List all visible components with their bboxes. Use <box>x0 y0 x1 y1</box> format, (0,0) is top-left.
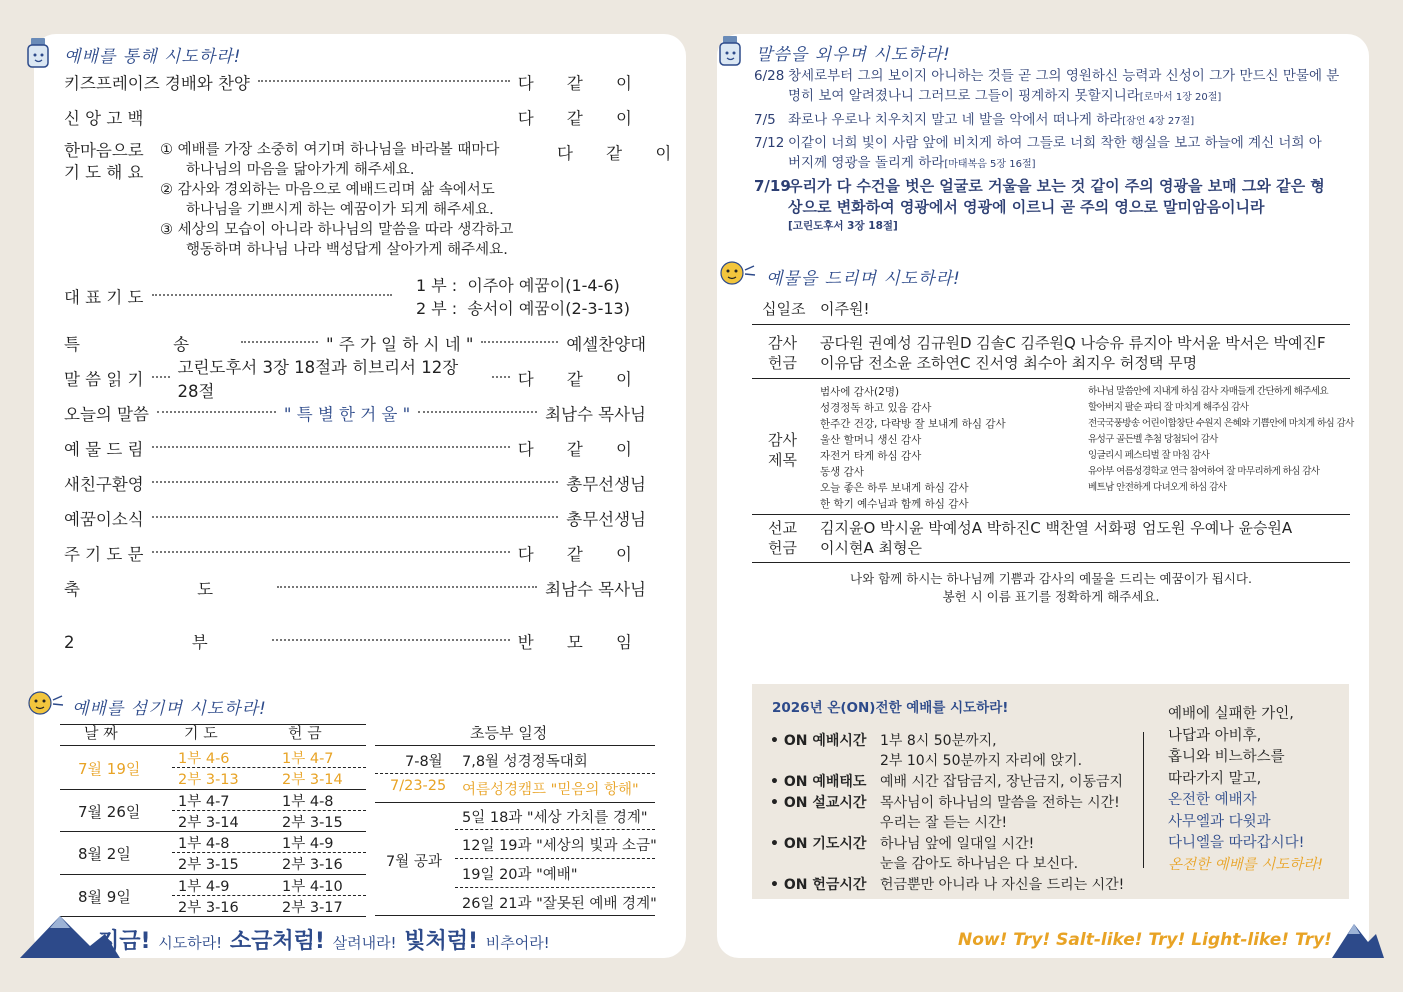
lesson-item: 19일 20과 "예배" <box>462 867 578 883</box>
topic-item: 전국국풍방송 어린이합창단 수원지 은혜와 기쁨안에 마치게 하심 감사 <box>1088 418 1354 429</box>
order-row-together-prayer <box>64 140 144 184</box>
serve-date: 8월 9일 <box>78 887 131 906</box>
lesson-rule <box>455 829 655 830</box>
order-label: 예꿈이소식 <box>64 510 144 529</box>
order-who: 총무선생님 <box>566 510 646 529</box>
verse-ref: [마태복음 5장 16절] <box>944 159 1036 170</box>
prayer-list <box>160 140 513 260</box>
side-line-blue: 온전한 예배자 <box>1168 792 1257 808</box>
schedule-bottom-rule <box>375 915 655 916</box>
schedule-rule <box>375 773 655 774</box>
serve-date: 8월 2일 <box>78 845 131 863</box>
slogan-salt: 소금처럼! <box>229 929 325 954</box>
order-who: 총무선생님 <box>566 475 646 494</box>
serve-header-date: 날 짜 <box>84 724 118 742</box>
serve-header-rule <box>60 745 366 746</box>
serve-inner-rule <box>172 852 366 853</box>
milk-bottle-icon <box>716 34 746 68</box>
order-who: 다 같 이 <box>517 74 646 93</box>
side-line-blue: 사무엘과 다윗과 <box>1168 813 1271 830</box>
offering-notes <box>752 570 1350 606</box>
serve-date: 7월 19일 <box>78 760 141 778</box>
order-row-sermon <box>64 401 646 425</box>
topic-item: 할아버지 팔순 파티 잘 마치게 해주심 감사 <box>1088 402 1249 413</box>
note-line: 봉헌 시 이름 표기를 정확하게 해주세요. <box>942 589 1160 604</box>
verse-line: 상으로 변화하여 영광에서 영광에 이르니 곧 주의 영으로 말미암음이니라 <box>788 198 1265 216</box>
order-mid: " 특 별 한 거 울 " <box>283 405 411 424</box>
order-label: 주 기 도 문 <box>64 545 144 564</box>
order-label: 말 씀 읽 기 <box>64 370 144 389</box>
on-item-key: • ON 기도시간 <box>770 836 867 852</box>
rep-prayer-list <box>416 274 630 320</box>
schedule-what: 여름성경캠프 "믿음의 항해" <box>462 782 639 798</box>
order-label: 키즈프레이즈 경배와 찬양 <box>64 74 250 93</box>
order-label: 오늘의 말씀 <box>64 405 149 424</box>
topic-item: 한주간 건강, 다락방 잘 보내게 하심 감사 <box>820 418 1006 430</box>
serve-pray-2: 2부 3-15 <box>178 857 239 873</box>
rep-part: 1 부 : <box>416 276 458 295</box>
on-item-key: • ON 설교시간 <box>770 795 867 811</box>
on-box-divider <box>1143 732 1144 868</box>
serve-offer-2: 2부 3-16 <box>282 857 343 873</box>
slogan <box>98 924 550 955</box>
offering-rule <box>752 324 1350 325</box>
serve-pray-1: 1부 4-8 <box>178 836 230 852</box>
topics-left <box>820 384 1006 512</box>
offering-section-title: 예물을 드리며 시도하라! <box>766 269 961 289</box>
lesson-rule <box>455 858 655 859</box>
serve-offer-1: 1부 4-10 <box>282 878 343 895</box>
milk-bottle-icon <box>24 36 54 70</box>
on-item-key: • ON 헌금시간 <box>770 877 867 893</box>
thanks-line: 이유담 전소윤 조하연C 진서영 최수아 최지우 허정택 무명 <box>820 354 1198 372</box>
slogan-revive: 살려내라! <box>332 934 397 952</box>
order-who: 반 모 임 <box>517 633 646 652</box>
serve-pray-1: 1부 4-7 <box>178 793 230 810</box>
topic-item: 자전거 타게 하심 감사 <box>820 450 922 462</box>
sun-icon <box>24 688 66 718</box>
offering-rule <box>752 514 1350 515</box>
slogan-light: 빛처럼! <box>404 929 479 954</box>
serve-offer-2: 2부 3-15 <box>282 814 343 831</box>
side-line-orange: 온전한 예배를 시도하라! <box>1168 856 1324 873</box>
schedule-rule <box>375 802 655 803</box>
serve-offer-2: 2부 3-14 <box>282 772 343 788</box>
schedule-header-rule <box>375 745 655 746</box>
side-text <box>1168 704 1323 876</box>
order-row-benediction <box>64 576 646 600</box>
lessons-label: 7월 공과 <box>386 854 442 870</box>
side-line: 홉니와 비느하스를 <box>1168 749 1285 765</box>
topic-item: 범사에 감사(2명) <box>820 386 900 398</box>
verse-line: 버지께 영광을 돌리게 하라 <box>788 155 945 171</box>
on-item-value: 눈을 감아도 하나님은 다 보신다. <box>880 856 1079 872</box>
mission-names <box>820 518 1292 558</box>
slogan-try: 시도하라! <box>158 934 223 952</box>
footer-slogan: Now! Try! Salt-like! Try! Light-like! Try! <box>958 930 1332 950</box>
serve-pray-2: 2부 3-14 <box>178 814 239 831</box>
rep-part: 2 부 : <box>416 299 458 318</box>
serve-header-pray: 기 도 <box>184 724 218 742</box>
verse-line: 명히 보여 알려졌나니 그러므로 그들이 핑계하지 못할지니라 <box>788 88 1140 104</box>
order-row-offering <box>64 436 646 460</box>
offering-rule <box>752 562 1350 563</box>
verse-date: 7/19 <box>754 177 791 195</box>
mountain-icon <box>1332 914 1384 958</box>
order-who: 예셀찬양대 <box>566 335 647 354</box>
serve-date: 7월 26일 <box>78 802 141 821</box>
verse-ref: [로마서 1장 20절] <box>1139 92 1222 103</box>
topic-item: 울산 할머니 생신 감사 <box>820 434 922 446</box>
mission-line: 김지윤O 박시윤 박예성A 박하진C 백찬열 서화평 엄도원 우예나 윤승원A <box>820 519 1293 537</box>
topics-right <box>1088 384 1354 496</box>
serve-pray-1: 1부 4-9 <box>178 878 230 895</box>
serve-offer-1: 1부 4-9 <box>282 836 334 852</box>
word-section-title: 말씀을 외우며 시도하라! <box>756 45 951 65</box>
verse-line: 이같이 너희 빛이 사람 앞에 비치게 하여 그들로 너희 착한 행실을 보고 하늘에 계신 너희 아 <box>788 135 1322 151</box>
slogan-shine: 비추어라! <box>485 934 550 952</box>
on-item-value: 목사님이 하나님의 말씀을 전하는 시간! <box>880 795 1120 811</box>
order-label-2: 기 도 해 요 <box>64 163 144 182</box>
side-line: 예배에 실패한 가인, <box>1168 706 1294 722</box>
rep-name: 이주아 예꿈이(1-4-6) <box>467 276 620 295</box>
on-box-title: 2026년 온(ON)전한 예배를 시도하라! <box>772 700 1009 716</box>
topic-item: 동생 감사 <box>820 466 864 478</box>
verse-date: 7/12 <box>754 135 785 151</box>
prayer-line: 하나님을 기쁘시게 하는 예꿈이가 되게 해주세요. <box>186 202 494 218</box>
on-item-value: 예배 시간 잡담금지, 장난금지, 이동금지 <box>880 774 1124 790</box>
topics-label: 감사 제목 <box>768 431 797 469</box>
order-who: 다 같 이 <box>517 545 646 564</box>
on-item-value: 1부 8시 50분까지, <box>880 733 997 749</box>
rep-name: 송서이 예꿈이(2-3-13) <box>467 299 630 318</box>
lesson-item: 5일 18과 "세상 가치를 경계" <box>462 810 648 826</box>
order-row-part2 <box>64 629 646 653</box>
serve-pray-2: 2부 3-16 <box>178 899 239 916</box>
verse-line: 좌로나 우로나 치우치지 말고 네 발을 악에서 떠나게 하라 <box>788 112 1123 128</box>
side-line: 나답과 아비후, <box>1168 727 1262 744</box>
on-item-key: • ON 예배태도 <box>770 774 867 790</box>
order-who: 최남수 목사님 <box>545 405 646 424</box>
order-row-special-song <box>64 331 646 355</box>
serve-pray-1: 1부 4-6 <box>178 751 230 767</box>
side-line-blue: 다니엘을 따라갑시다! <box>1168 835 1305 851</box>
lesson-rule <box>455 887 655 888</box>
topic-item: 유성구 골든벨 추첨 당첨되어 감사 <box>1088 434 1218 445</box>
verse-line: 창세로부터 그의 보이지 아니하는 것들 곧 그의 영원하신 능력과 신성이 그가 만드신 만물에 분 <box>788 68 1340 84</box>
on-item-value: 우리는 잘 듣는 시간! <box>880 815 1008 831</box>
order-row-creed <box>64 105 646 129</box>
prayer-line: ③ 세상의 모습이 아니라 하나님의 말씀을 따라 생각하고 <box>160 222 514 238</box>
order-who: 다 같 이 <box>517 440 646 459</box>
verse-ref: [고린도후서 3장 18절] <box>788 220 898 232</box>
order-who: 최남수 목사님 <box>545 580 646 599</box>
prayer-line: 행동하며 하나님 나라 백성답게 살아가게 해주세요. <box>186 242 508 258</box>
order-row-praise <box>64 70 646 94</box>
verse-item-current <box>754 176 1348 234</box>
verse-date: 6/28 <box>754 68 785 84</box>
note-line: 나와 함께 하시는 하나님께 기쁨과 감사의 예물을 드리는 예꿈이가 됩시다. <box>850 571 1252 586</box>
order-who: 다 같 이 <box>517 109 646 128</box>
on-item-key: • ON 예배시간 <box>770 733 867 749</box>
mission-label: 선교 헌금 <box>768 519 797 557</box>
order-who: 다 같 이 <box>557 144 686 163</box>
order-row-lords-prayer <box>64 541 646 565</box>
order-label: 2 부 <box>64 633 264 652</box>
serve-offer-2: 2부 3-17 <box>282 899 343 916</box>
tithe-names: 이주원! <box>820 300 870 318</box>
schedule-header: 초등부 일정 <box>470 724 548 742</box>
topic-item: 베트남 안전하게 다녀오게 하심 감사 <box>1088 482 1227 493</box>
verse-date: 7/5 <box>754 112 776 128</box>
order-label: 한마음으로 <box>64 141 144 160</box>
prayer-line: ② 감사와 경외하는 마음으로 예배드리며 삶 속에서도 <box>160 182 495 198</box>
mission-line: 이시현A 최형은 <box>820 539 922 557</box>
verse-line: 우리가 다 수건을 벗은 얼굴로 거울을 보는 것 같이 주의 영광을 보매 그와 같은 형 <box>788 177 1325 195</box>
verse-item <box>754 66 1348 108</box>
lesson-item: 12일 19과 "세상의 빛과 소금" <box>462 838 657 854</box>
serve-inner-rule <box>172 810 366 811</box>
side-line: 따라가지 말고, <box>1168 770 1262 787</box>
verse-ref: [잠언 4장 27절] <box>1122 116 1195 127</box>
order-label: 축 도 <box>64 580 270 599</box>
thanks-line: 공다원 권예성 김규원D 김솔C 김주원Q 나승유 류지아 박서윤 박서은 박예진F <box>820 334 1326 352</box>
topic-item: 성경정독 하고 있음 감사 <box>820 402 932 414</box>
serve-offer-1: 1부 4-7 <box>282 751 334 767</box>
order-mid: " 주 가 일 하 시 네 " <box>325 335 474 354</box>
order-label: 신 앙 고 백 <box>64 109 144 128</box>
thanks-names <box>820 333 1326 373</box>
order-row-welcome <box>64 471 646 495</box>
offering-rule <box>752 378 1350 379</box>
order-row-reading <box>64 358 646 401</box>
verse-item <box>754 133 1348 175</box>
on-item-value: 하나님 앞에 일대일 시간! <box>880 836 1035 852</box>
serve-inner-rule <box>172 895 366 896</box>
order-row-news <box>64 506 646 530</box>
topic-item: 한 학기 예수님과 함께 하심 감사 <box>820 498 969 510</box>
serve-offer-1: 1부 4-8 <box>282 793 334 810</box>
order-label: 예 물 드 림 <box>64 440 144 459</box>
serve-pray-2: 2부 3-13 <box>178 772 239 788</box>
thanks-label: 감사 헌금 <box>768 334 797 372</box>
schedule-what: 7,8월 성경정독대회 <box>462 754 588 770</box>
order-mid: 고린도후서 3장 18절과 히브리서 12장 28절 <box>177 358 459 401</box>
serve-section-title: 예배를 섬기며 시도하라! <box>72 699 267 719</box>
topic-item: 잉글리시 페스티벌 잘 마침 감사 <box>1088 450 1210 461</box>
schedule-when: 7-8월 <box>405 754 443 770</box>
prayer-line: 하나님의 마음을 닮아가게 해주세요. <box>186 162 415 178</box>
serve-header-offer: 헌 금 <box>288 724 322 742</box>
topic-item: 유아부 여름성경학교 연극 참여하여 잘 마무리하게 하심 감사 <box>1088 466 1320 477</box>
serve-inner-rule <box>172 767 366 768</box>
on-item-value: 헌금뿐만 아니라 나 자신을 드리는 시간! <box>880 877 1125 893</box>
lesson-item: 26일 21과 "잘못된 예배 경계" <box>462 896 657 912</box>
schedule-when: 7/23-25 <box>390 778 447 794</box>
order-label: 특 송 <box>64 335 234 354</box>
tithe-label: 십일조 <box>762 300 806 318</box>
sun-icon <box>716 258 758 288</box>
order-label: 대 표 기 도 <box>64 288 144 307</box>
on-item-value: 2부 10시 50분까지 자리에 앉기. <box>880 753 1083 769</box>
verse-item <box>754 110 1194 132</box>
prayer-line: ① 예배를 가장 소중히 여기며 하나님을 바라볼 때마다 <box>160 142 500 158</box>
worship-section-title: 예배를 통해 시도하라! <box>64 47 242 67</box>
topic-item: 하나님 말씀안에 지내게 하심 감사 자매들게 간단하게 해주세요 <box>1088 386 1328 397</box>
slogan-now: 지금! <box>98 929 151 954</box>
order-who: 다 같 이 <box>517 370 646 389</box>
order-label: 새친구환영 <box>64 475 144 494</box>
topic-item: 오늘 좋은 하루 보내게 하심 감사 <box>820 482 969 494</box>
